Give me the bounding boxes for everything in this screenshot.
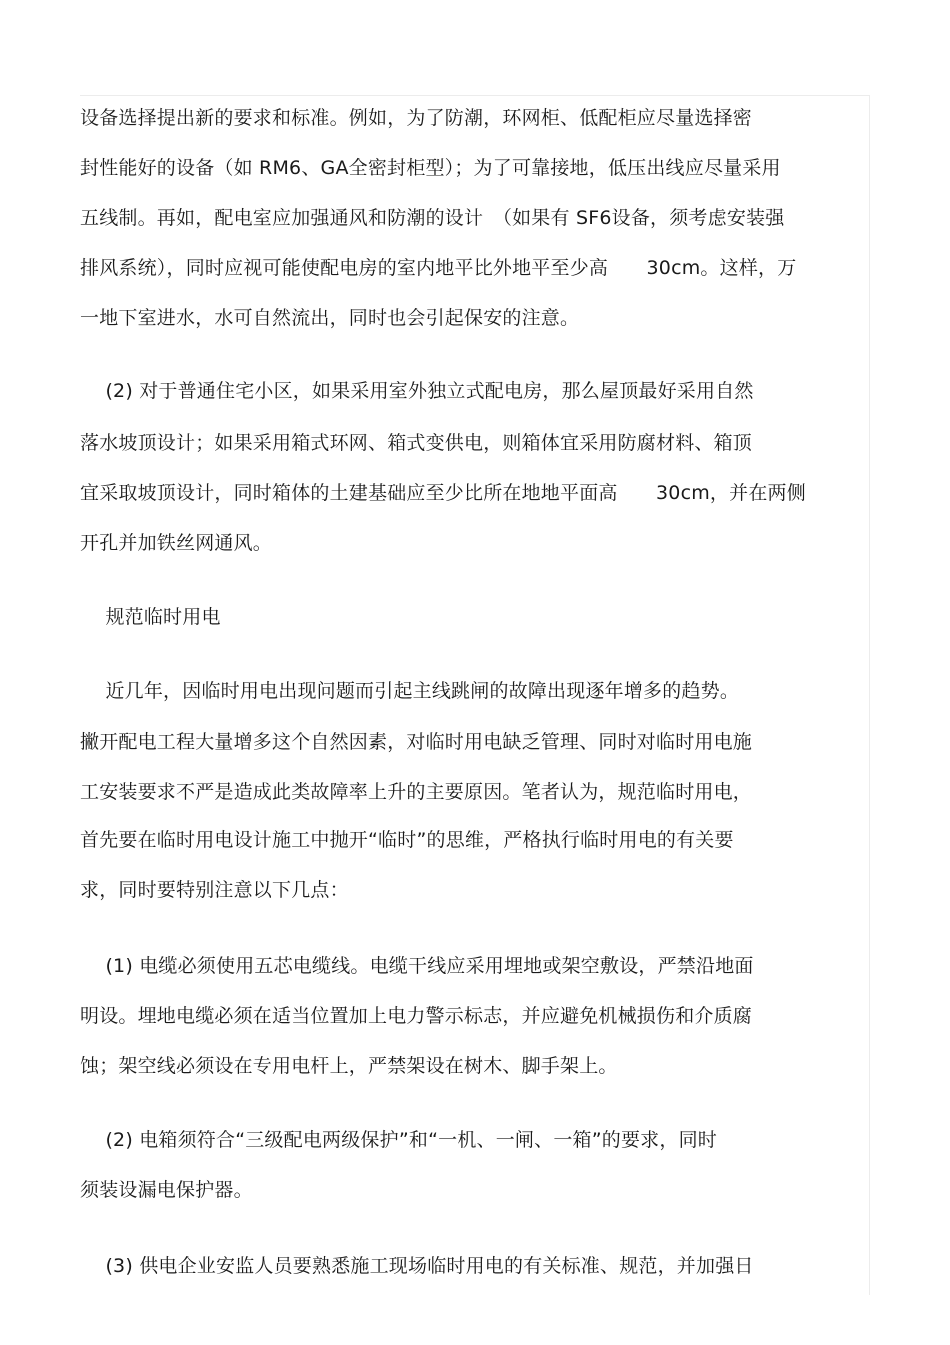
- paragraph-3-line-4: 首先要在临时用电设计施工中抛开“临时”的思维，严格执行临时用电的有关要: [80, 829, 734, 851]
- paragraph-4-line-3: 蚀；架空线必须设在专用电杆上，严禁架设在树木、脚手架上。: [80, 1055, 618, 1077]
- paragraph-6-line-1: (3) 供电企业安监人员要熟悉施工现场临时用电的有关标准、规范，并加强日: [80, 1255, 754, 1277]
- paragraph-3-line-2: 撇开配电工程大量增多这个自然因素，对临时用电缺乏管理、同时对临时用电施: [80, 731, 753, 753]
- paragraph-3-line-3: 工安装要求不严是造成此类故障率上升的主要原因。笔者认为，规范临时用电，: [80, 781, 753, 803]
- paragraph-1-line-2: 封性能好的设备（如 RM6、GA全密封柜型）；为了可靠接地，低压出线应尽量采用: [80, 157, 781, 179]
- paragraph-1-line-1: 设备选择提出新的要求和标准。例如，为了防潮，环网柜、低配柜应尽量选择密: [80, 107, 753, 129]
- paragraph-5-line-2: 须装设漏电保护器。: [80, 1179, 253, 1201]
- paragraph-2-line-4: 开孔并加铁丝网通风。: [80, 532, 273, 554]
- page-border-right: [869, 95, 870, 1295]
- section-heading: 规范临时用电: [80, 606, 221, 628]
- paragraph-5-line-1: (2) 电箱须符合“三级配电两级保护”和“一机、一闸、一箱”的要求，同时: [80, 1129, 717, 1151]
- paragraph-1-line-4: 排风系统），同时应视可能使配电房的室内地平比外地平至少高 30cm。这样，万: [80, 257, 797, 279]
- paragraph-4-line-2: 明设。埋地电缆必须在适当位置加上电力警示标志，并应避免机械损伤和介质腐: [80, 1005, 753, 1027]
- page-border-top: [80, 95, 870, 96]
- paragraph-2-line-1: (2) 对于普通住宅小区，如果采用室外独立式配电房，那么屋顶最好采用自然: [80, 380, 754, 402]
- paragraph-1-line-5: 一地下室进水，水可自然流出，同时也会引起保安的注意。: [80, 307, 580, 329]
- paragraph-1-line-3: 五线制。再如，配电室应加强通风和防潮的设计 （如果有 SF6设备，须考虑安装强: [80, 207, 785, 229]
- paragraph-2-line-3: 宜采取坡顶设计，同时箱体的土建基础应至少比所在地地平面高 30cm，并在两侧: [80, 482, 806, 504]
- paragraph-4-line-1: (1) 电缆必须使用五芯电缆线。电缆干线应采用埋地或架空敷设，严禁沿地面: [80, 955, 754, 977]
- paragraph-2-line-2: 落水坡顶设计；如果采用箱式环网、箱式变供电，则箱体宜采用防腐材料、箱顶: [80, 432, 753, 454]
- paragraph-3-line-5: 求，同时要特别注意以下几点：: [80, 879, 349, 901]
- paragraph-3-line-1: 近几年，因临时用电出现问题而引起主线跳闸的故障出现逐年增多的趋势。: [80, 680, 740, 702]
